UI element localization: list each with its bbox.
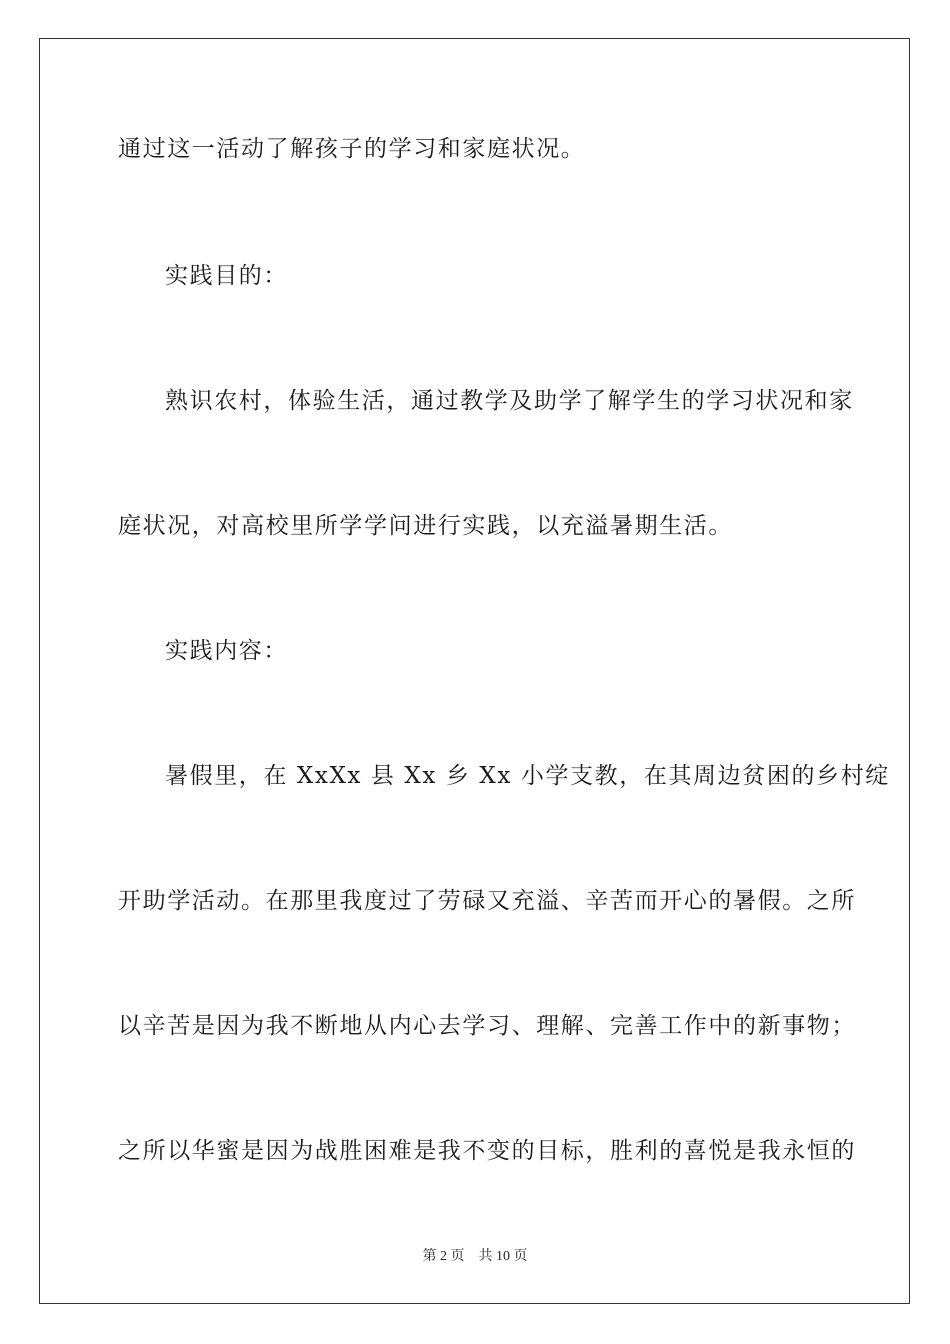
page-total: 共 10 页 xyxy=(478,1249,528,1264)
page-footer xyxy=(0,1245,950,1265)
paragraph-line: 熟识农村，体验生活，通过教学及助学了解学生的学习状况和家 xyxy=(165,388,854,414)
page-number: 第 2 页 xyxy=(422,1249,465,1264)
section-heading-content: 实践内容： xyxy=(165,638,288,664)
paragraph-line: 暑假里，在 XxXx 县 Xx 乡 Xx 小学支教，在其周边贫困的乡村绽 xyxy=(165,763,890,789)
paragraph-line: 以辛苦是因为我不断地从内心去学习、理解、完善工作中的新事物； xyxy=(118,1013,856,1039)
paragraph-line: 开助学活动。在那里我度过了劳碌又充溢、辛苦而开心的暑假。之所 xyxy=(118,888,856,914)
paragraph-line: 之所以华蜜是因为战胜困难是我不变的目标，胜利的喜悦是我永恒的 xyxy=(118,1138,856,1164)
page-border xyxy=(39,38,910,1304)
paragraph-line: 通过这一活动了解孩子的学习和家庭状况。 xyxy=(118,136,586,162)
section-heading-purpose: 实践目的： xyxy=(165,263,288,289)
paragraph-line: 庭状况，对高校里所学学问进行实践，以充溢暑期生活。 xyxy=(118,513,733,539)
